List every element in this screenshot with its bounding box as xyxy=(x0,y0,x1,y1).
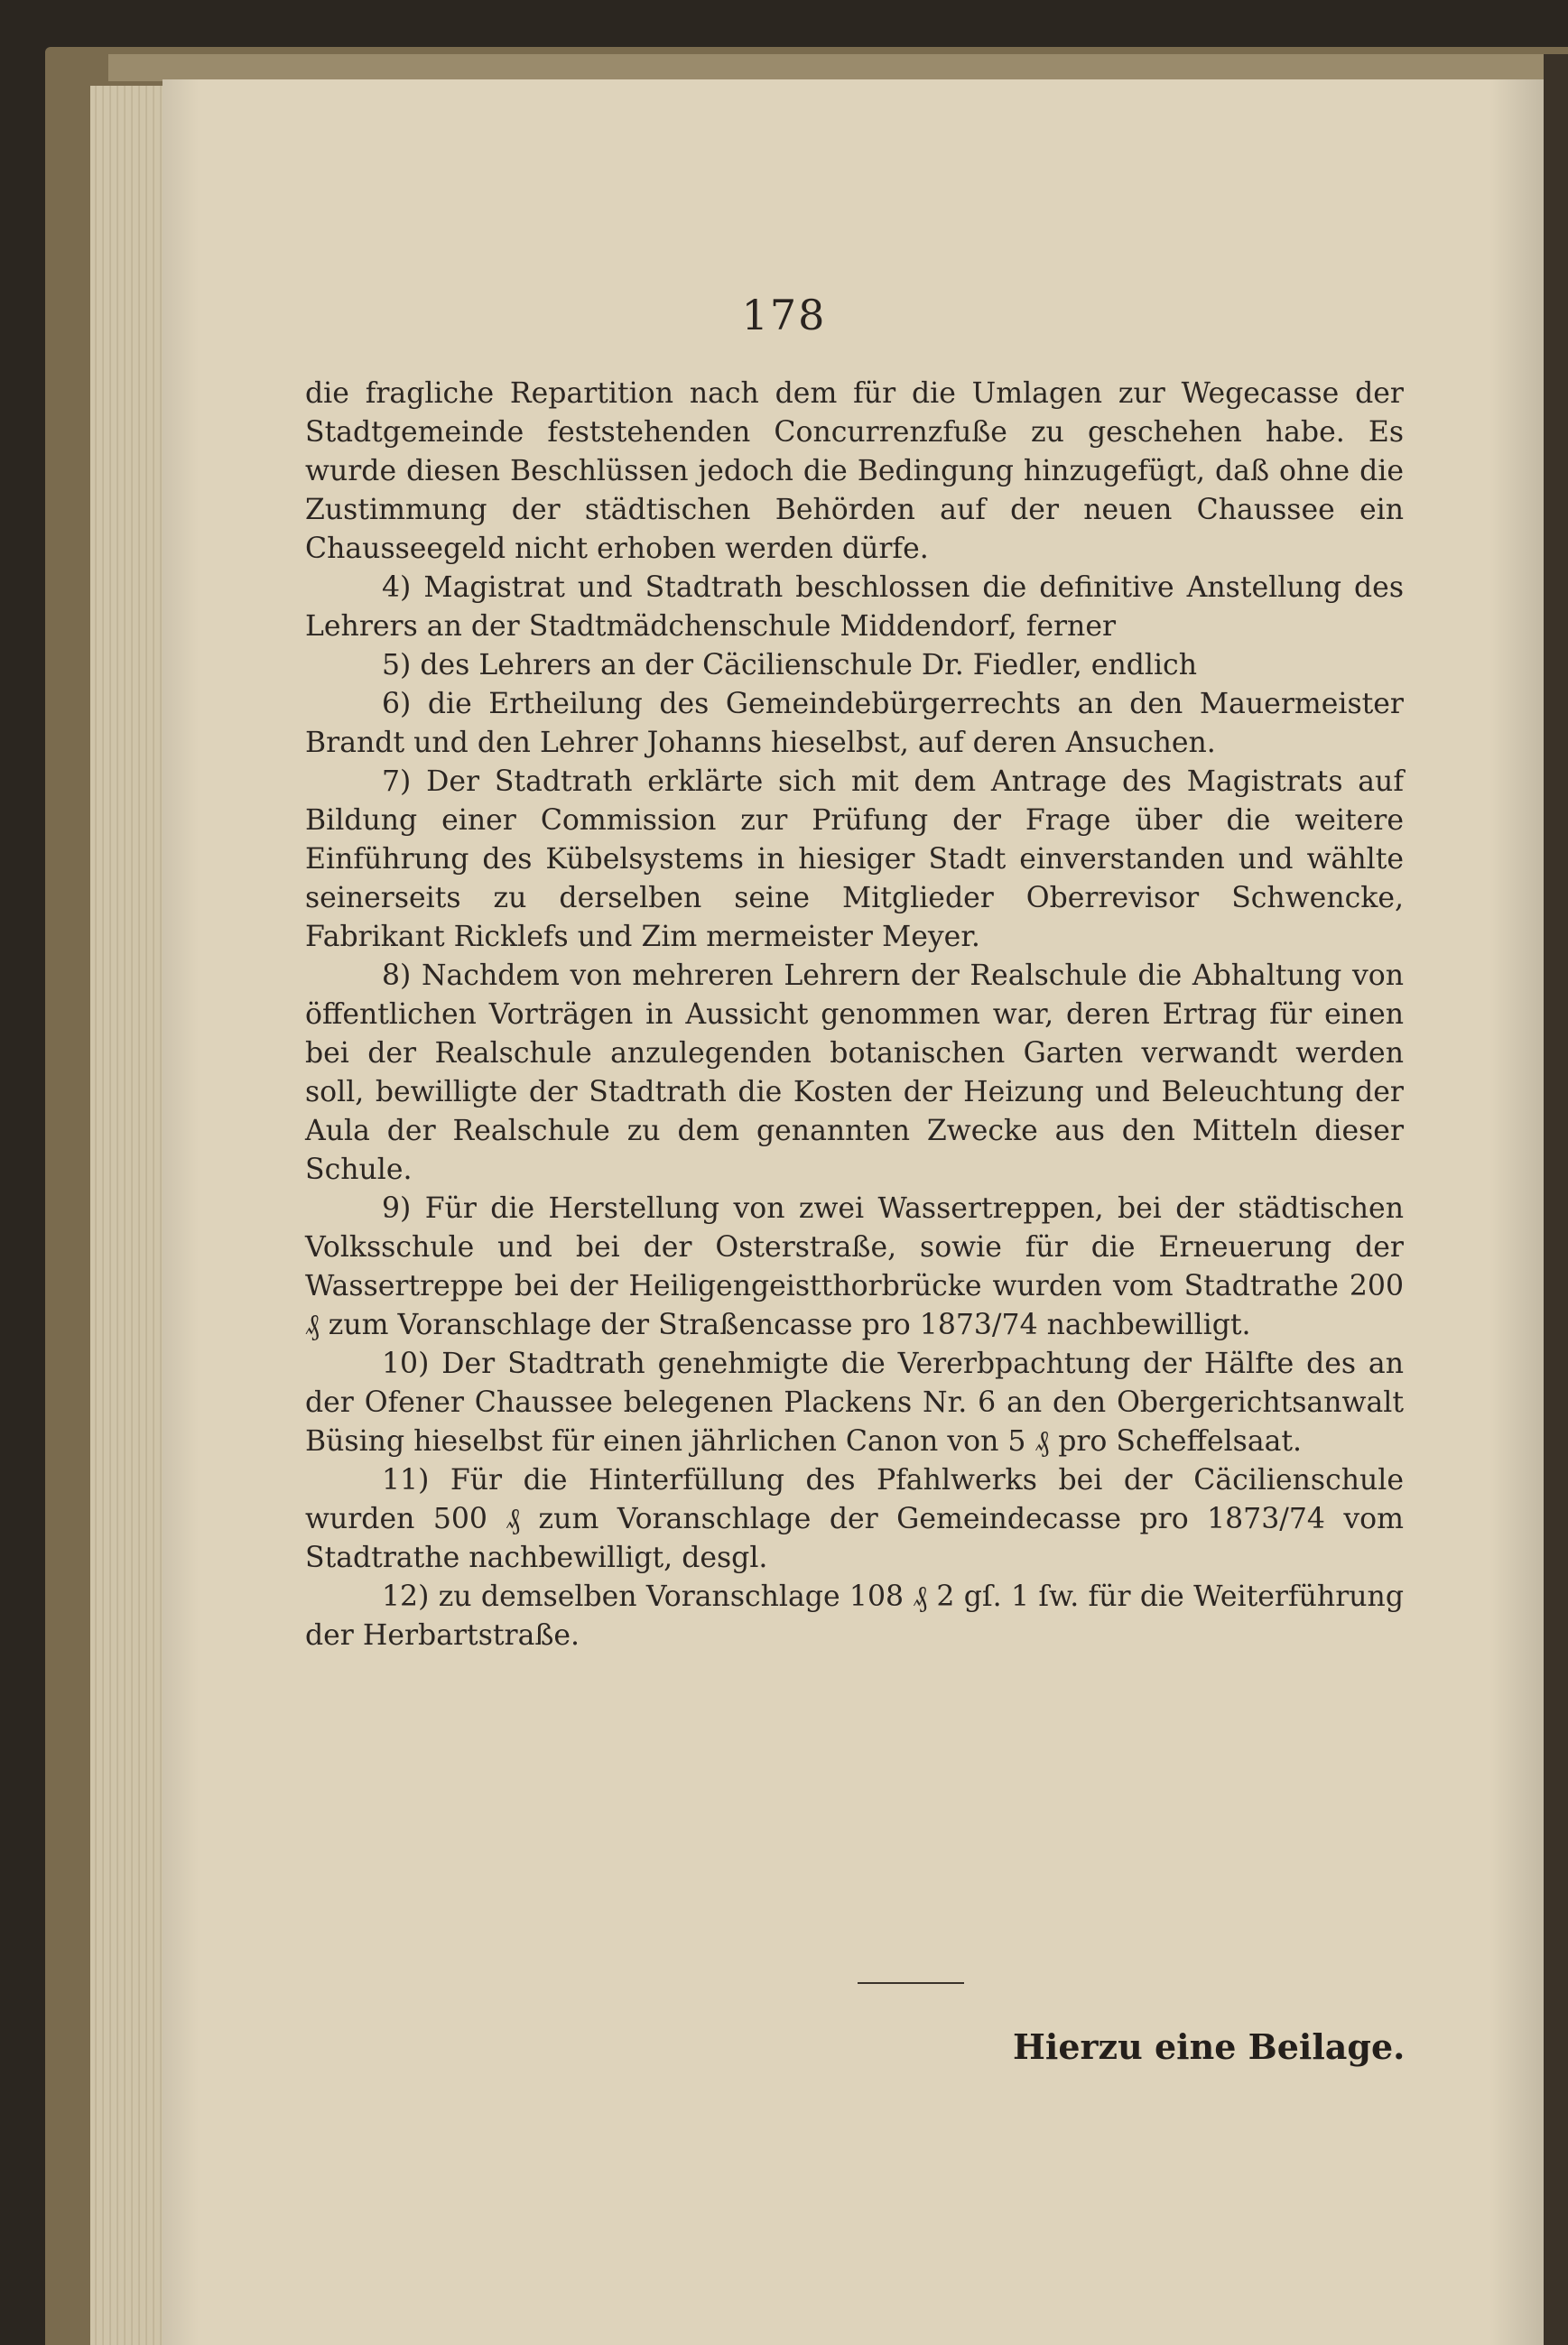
separator-rule xyxy=(858,1982,964,1984)
paragraph-item-5: 5) des Lehrers an der Cäcilienschule Dr. Fiedler, endlich xyxy=(382,649,1197,681)
supplement-note: Hierzu eine Beilage. xyxy=(1013,2026,1406,2067)
paragraph-item-8: 8) Nachdem von mehreren Lehrern der Realschule die Abhaltung von öffentlichen Vorträgen in Aussicht genommen war, deren Ertrag für einen bei der Realschule anzulegenden botanischen Garten verwandt werden soll, bewilligte der Stadtrath die Kosten der Heizung und Beleuchtung der Aula der Realschule zu dem genannten Zwecke aus den Mitteln dieser Schule. xyxy=(305,959,1404,1186)
paragraph-item-12: 12) zu demselben Voranschlage 108 ₰ 2 gſ. 1 ſw. für die Weiterführung der Herbartstraße. xyxy=(305,1580,1404,1652)
paragraph-item-6: 6) die Ertheilung des Gemeindebürgerrechts an den Mauermeister Brandt und den Lehrer Johanns hieselbst, auf deren Ansuchen. xyxy=(305,688,1404,759)
paragraph-item-9: 9) Für die Herstellung von zwei Wassertreppen, bei der städtischen Volksschule und bei der Osterstraße, sowie für die Erneuerung der Wassertreppe bei der Heiligengeistthorbrücke wurden vom Stadtrathe 200 ₰ zum Voranschlage der Straßencasse pro 1873/74 nachbewilligt. xyxy=(305,1192,1404,1341)
book-gutter xyxy=(1544,54,1568,2345)
page-top-edge xyxy=(108,54,1544,81)
paragraph-item-10: 10) Der Stadtrath genehmigte die Vererbpachtung der Hälfte des an der Ofener Chaussee belegenen Plackens Nr. 6 an den Obergerichtsanwalt Büsing hieselbst für einen jährlichen Canon von 5 ₰ pro Scheffelsaat. xyxy=(305,1348,1404,1458)
paragraph-continuation: die fragliche Repartition nach dem für die Umlagen zur Wegecasse der Stadtgemeinde feststehenden Concurrenzfuße zu geschehen habe. Es wurde diesen Beschlüssen jedoch die Bedingung hinzugefügt, daß ohne die Zustimmung der städtischen Behörden auf der neuen Chaussee ein Chausseegeld nicht erhoben werden dürfe. xyxy=(305,377,1404,565)
paragraph-item-7: 7) Der Stadtrath erklärte sich mit dem Antrage des Magistrats auf Bildung einer Commission zur Prüfung der Frage über die weitere Einführung des Kübelsystems in hiesiger Stadt einverstanden und wählte seinerseits zu derselben seine Mitglieder Oberrevisor Schwencke, Fabrikant Ricklefs und Zim mermeister Meyer. xyxy=(305,765,1404,953)
page-number: 178 xyxy=(741,291,827,339)
paragraph-item-11: 11) Für die Hinterfüllung des Pfahlwerks bei der Cäcilienschule wurden 500 ₰ zum Voranschlage der Gemeindecasse pro 1873/74 vom Stadtrathe nachbewilligt, desgl. xyxy=(305,1464,1404,1574)
body-text xyxy=(305,375,1404,1655)
paragraph-item-4: 4) Magistrat und Stadtrath beschlossen die definitive Anstellung des Lehrers an der Stadtmädchenschule Middendorf, ferner xyxy=(305,571,1404,643)
